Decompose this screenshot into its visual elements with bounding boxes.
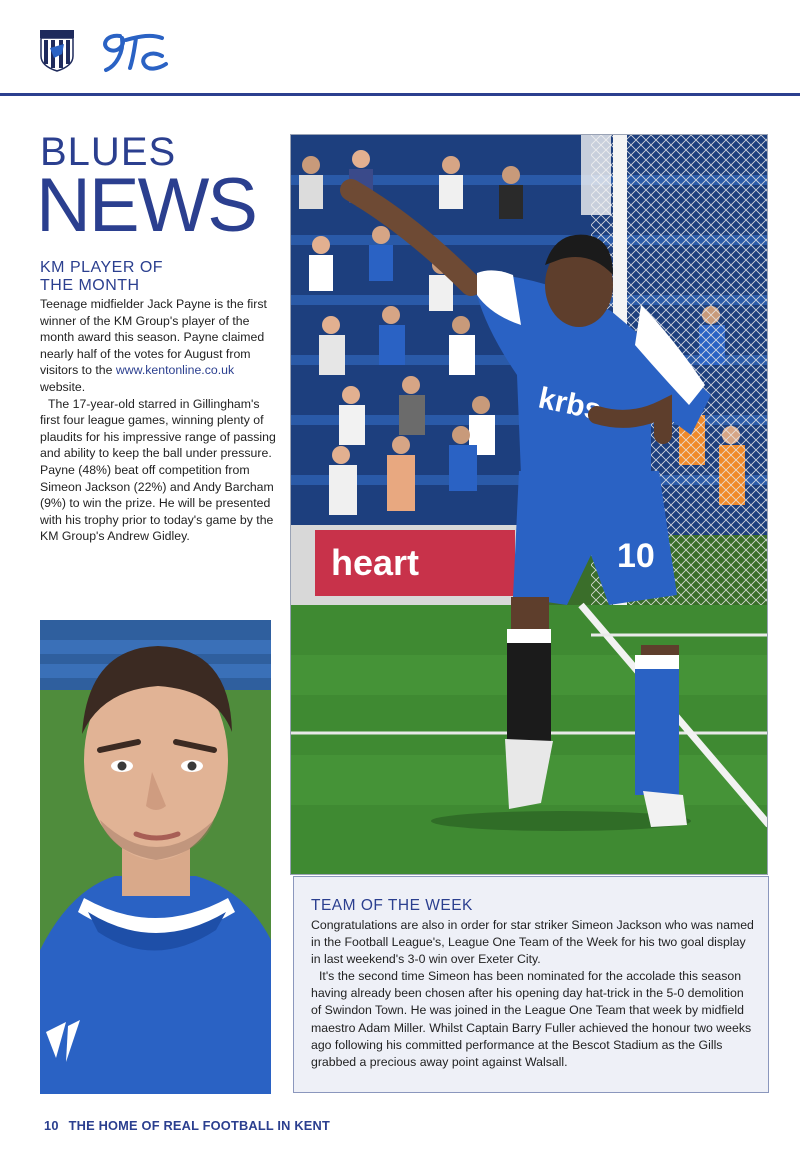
totw-paragraph-2: It's the second time Simeon has been nominated for the accolade this season having already been chosen after his opening day hat-trick in the 5-0 demolition of Swindon Town. He was joined in the League One Team that week by midfield maestro Adam Miller. Whilst Captain Barry Fuller achieved the honour two weeks ago following his committed performance at the Bescot Stadium as the Gills grabbed a precious away point against Walsall. — [311, 969, 752, 1069]
section-title-main: NEWS — [36, 163, 256, 248]
km-p1-text: Teenage midfielder Jack Payne is the first winner of the KM Group's player of the month award this season. Payne claimed nearly half of the votes for August from visitors to the — [40, 297, 267, 378]
totw-paragraph-1: Congratulations are also in order for star striker Simeon Jackson who was named in the Football League's, League One Team of the Week for his two goal display in last weekend's 3-0 win over Exeter City. — [311, 918, 754, 967]
kentonline-link[interactable]: www.kentonline.co.uk — [115, 363, 235, 378]
shorts-number: 10 — [617, 537, 655, 575]
player-portrait-photo — [40, 620, 271, 1094]
page-header — [0, 0, 800, 96]
player-portrait-illustration — [40, 620, 271, 1094]
km-p1-tail: website. — [40, 379, 86, 394]
page-footer — [44, 1118, 330, 1133]
shirt-sponsor-text: krbs — [535, 381, 605, 428]
header-rule — [0, 93, 800, 96]
gillingham-crest-icon — [40, 30, 74, 72]
km-heading-line2: THE MONTH — [40, 277, 140, 294]
km-article-heading — [40, 259, 270, 295]
ad-board-text: heart — [331, 542, 420, 583]
page-number: 10 — [44, 1118, 59, 1133]
km-heading-line1: KM PLAYER OF — [40, 259, 164, 276]
km-article-body — [40, 296, 276, 545]
gfc-monogram-icon — [96, 26, 172, 76]
totw-body — [311, 917, 754, 1071]
totw-title: TEAM OF THE WEEK — [311, 897, 473, 914]
km-paragraph-1 — [40, 296, 276, 396]
footer-tagline: THE HOME OF REAL FOOTBALL IN KENT — [68, 1118, 330, 1133]
km-paragraph-2: The 17-year-old starred in Gillingham's first four league games, winning plenty of plaudits for his impressive range of passing and ability to keep the ball under pressure. Payne (48%) beat off competition from Simeon Jackson (22%) and Andy Barcham (9%) to win the prize. He will be presented with his trophy prior to today's game by the KM Group's Andrew Gidley. — [40, 396, 276, 544]
celebration-illustration — [291, 135, 768, 875]
section-title-top: BLUES — [40, 130, 177, 174]
team-of-the-week-box — [293, 876, 769, 1093]
celebration-photo — [290, 134, 768, 875]
